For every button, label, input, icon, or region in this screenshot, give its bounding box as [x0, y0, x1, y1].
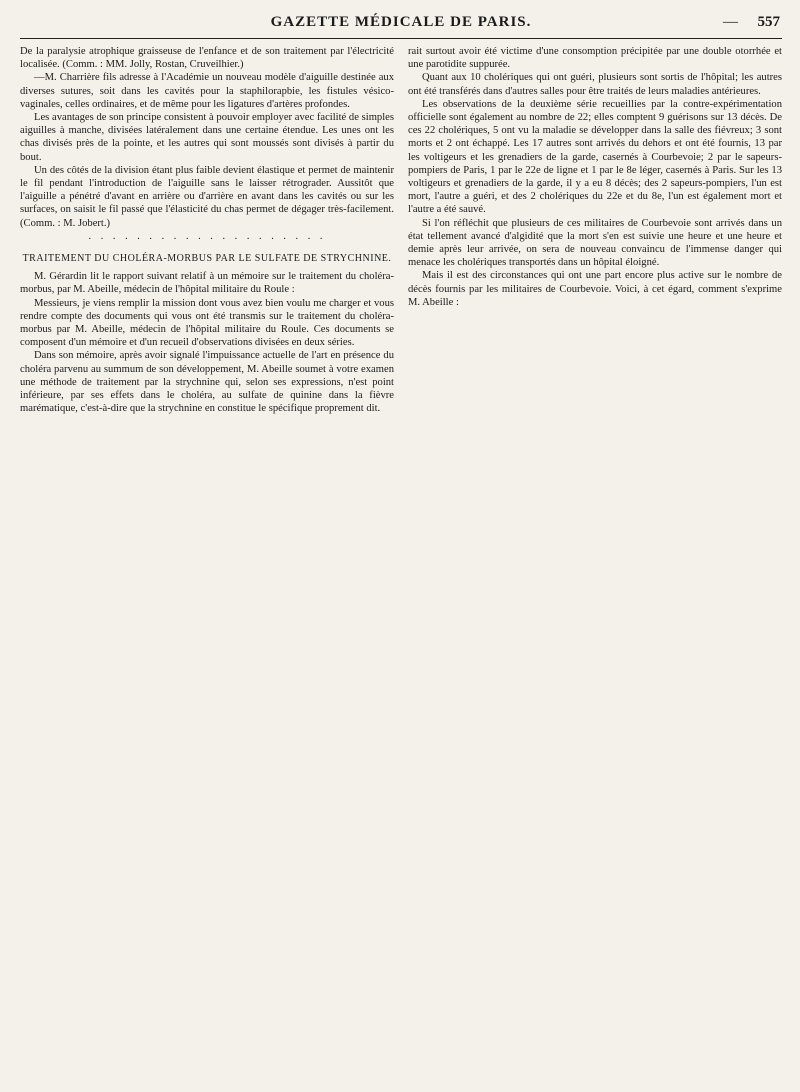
left-column	[20, 45, 394, 1085]
header-dash: —	[723, 14, 738, 30]
paragraph: Un des côtés de la division étant plus faible devient élastique et permet de maintenir le fil pendant l'introduction de l'aiguille sans le laisser rétrograder. Aussitôt que l'aiguille a pénétré d'avant en arrière ou d'arrière en avant dans les cavités ou sur les surfaces, on saisit le fil passé que l'élasticité du chas permet de dégager très-facilement. (Comm. : M. Jobert.)	[20, 164, 394, 229]
paragraph: Les observations de la deuxième série recueillies par la contre-expérimentation officielle sont également au nombre de 22; elles comptent 9 guérisons sur 13 décès. De ces 22 cholériques, 5 ont vu la maladie se développer dans la salle des fiévreux; 3 sont morts et 2 ont échappé. Les 17 autres sont arrivés du dehors et ont été fournis, 13 par les voltigeurs et les grenadiers de la garde, casernés à Courbevoie; 2 par le sapeurs-pompiers de Paris, 1 par le 22e de ligne et 1 par le 8e léger, casernés à Paris. Sur les 13 voltigeurs et grenadiers de la garde, il y a eu 8 décès; des 2 sapeurs-pompiers, l'un est mort, l'autre a guéri, et des 2 cholériques du 22e et du 8e, l'un est également mort et l'autre a été sauvé.	[408, 98, 782, 216]
page-number: 557	[757, 14, 780, 30]
paragraph: Les avantages de son principe consistent à pouvoir employer avec facilité de simples aiguilles à manche, divisées latéralement dans une certaine étendue. Les unes ont les chas divisés près de la pointe, et les autres qui sont moussés sont divisés à partir du bout.	[20, 112, 394, 163]
paragraph: Quant aux 10 cholériques qui ont guéri, plusieurs sont sortis de l'hôpital; les autres ont été transférés dans d'autres salles pour être traités de leurs maladies antérieures.	[408, 72, 782, 97]
right-column	[408, 45, 782, 1085]
page-header	[20, 12, 782, 39]
journal-title: GAZETTE MÉDICALE DE PARIS.	[270, 14, 532, 30]
text-columns	[20, 45, 782, 1085]
paragraph: rait surtout avoir été victime d'une consomption précipitée par une double otorrhée et une parotidite suppurée.	[408, 46, 782, 71]
paragraph: Messieurs, je viens remplir la mission dont vous avez bien voulu me charger et vous rendre compte des documents qui vous ont été transmis sur le traitement du choléra-morbus par M. Abeille, médecin de l'hôpital militaire du Roule. Ces documents se composent d'un mémoire et d'un recueil d'observations divisées en deux séries.	[20, 297, 394, 349]
section-heading: TRAITEMENT DU CHOLÉRA-MORBUS PAR LE SULFATE DE STRYCHNINE.	[22, 253, 392, 265]
paragraph: Si l'on réfléchit que plusieurs de ces militaires de Courbevoie sont arrivés dans un état tellement avancé d'algidité que la mort s'en est suivie une heure et une heure et demie après leur arrivée, on sera de nouveau convaincu de l'immense danger qui menace les cholériques transportés dans un hôpital éloigné.	[408, 217, 782, 269]
section-separator: · · · · · · · · · · · · · · · · · · · ·	[88, 233, 326, 245]
paragraph: M. Gérardin lit le rapport suivant relatif à un mémoire sur le traitement du choléra-morbus, par M. Abeille, médecin de l'hôpital militaire du Roule :	[20, 271, 394, 296]
paragraph: De la paralysie atrophique graisseuse de l'enfance et de son traitement par l'électricité localisée. (Comm. : MM. Jolly, Rostan, Cruveilhier.)	[20, 46, 394, 71]
paragraph: —M. Charrière fils adresse à l'Académie un nouveau modèle d'aiguille destinée aux diverses sutures, soit dans les cavités pour la staphilorapbie, les fistules vésico-vaginales, celles ordinaires, et de même pour les ligatures d'artères profondes.	[20, 72, 394, 110]
paragraph: Mais il est des circonstances qui ont une part encore plus active sur le nombre de décès fournis par les militaires de Courbevoie. Voici, à cet égard, comment s'exprime M. Abeille :	[408, 270, 782, 308]
paragraph: Dans son mémoire, après avoir signalé l'impuissance actuelle de l'art en présence du choléra parvenu au summum de son développement, M. Abeille soumet à votre examen une méthode de traitement par la strychnine qui, selon ses expressions, n'est point inférieure, par ses effets dans le choléra, au sulfate de quinine dans la fièvre marématique, c'est-à-dire que la strychnine en constitue le spécifique proprement dit.	[20, 350, 394, 415]
